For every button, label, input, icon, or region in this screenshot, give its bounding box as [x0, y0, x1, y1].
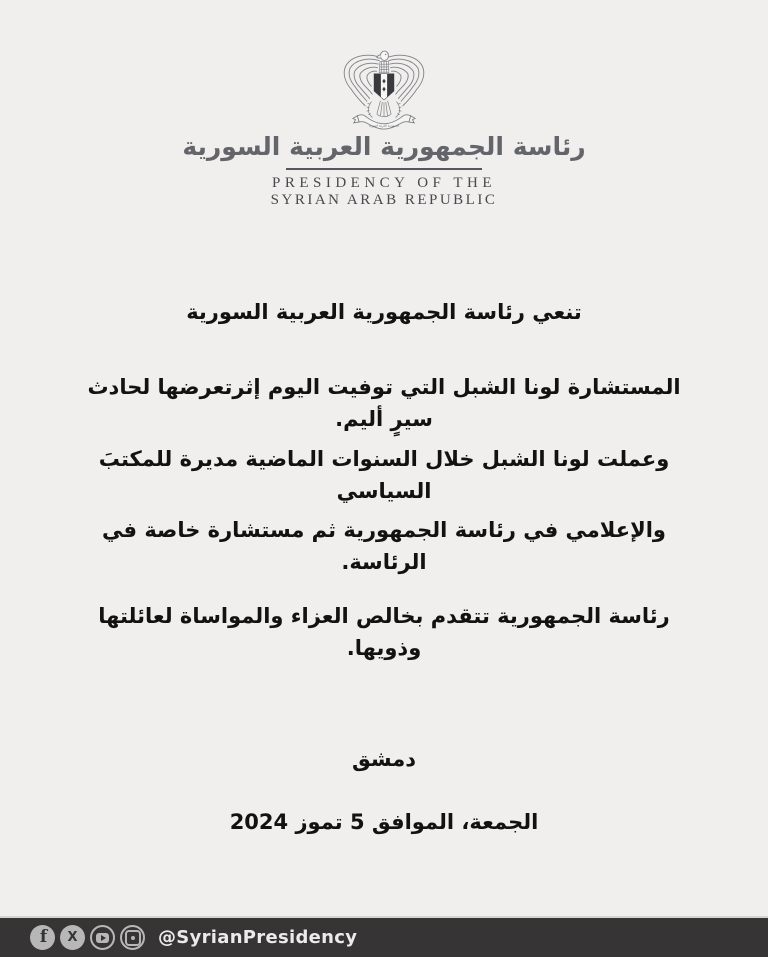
eagle-tail — [377, 101, 391, 117]
eagle-head — [377, 51, 389, 60]
x-icon: X — [60, 925, 85, 950]
syrian-eagle-emblem — [334, 50, 434, 130]
statement-line-2: المستشارة لونا الشبل التي توفيت اليوم إثرتعرضها لحادث سيرٍ أليم. — [87, 375, 681, 431]
letterhead-divider — [286, 168, 482, 170]
youtube-icon — [90, 925, 115, 950]
eagle-neck — [379, 61, 389, 73]
statement-line-4: والإعلامي في رئاسة الجمهورية ثم مستشارة خاصة في الرئاسة. — [102, 518, 666, 574]
flag-shield — [374, 74, 394, 100]
presidency-english-line1: PRESIDENCY OF THE — [271, 175, 497, 191]
social-footer-bar — [0, 916, 768, 957]
instagram-icon — [120, 925, 145, 950]
statement-line-1: تنعي رئاسة الجمهورية العربية السورية — [186, 300, 582, 324]
scroll-inscription: الجمهورية العربية السورية — [368, 123, 400, 128]
facebook-icon: f — [30, 925, 55, 950]
letterhead — [0, 0, 768, 209]
presidency-arabic-logotype: رئاسة الجمهورية العربية السورية — [182, 132, 586, 161]
statement-city: دمشق — [351, 747, 417, 771]
social-handle: @SyrianPresidency — [158, 927, 358, 948]
presidency-english-line2: SYRIAN ARAB REPUBLIC — [270, 192, 498, 208]
statement-date: الجمعة، الموافق 5 تموز 2024 — [229, 810, 539, 834]
statement-line-3: وعملت لونا الشبل خلال السنوات الماضية مديرة للمكتبَ السياسي — [98, 447, 670, 503]
statement-line-5: رئاسة الجمهورية تتقدم بخالص العزاء والمواساة لعائلتها وذويها. — [98, 604, 670, 660]
